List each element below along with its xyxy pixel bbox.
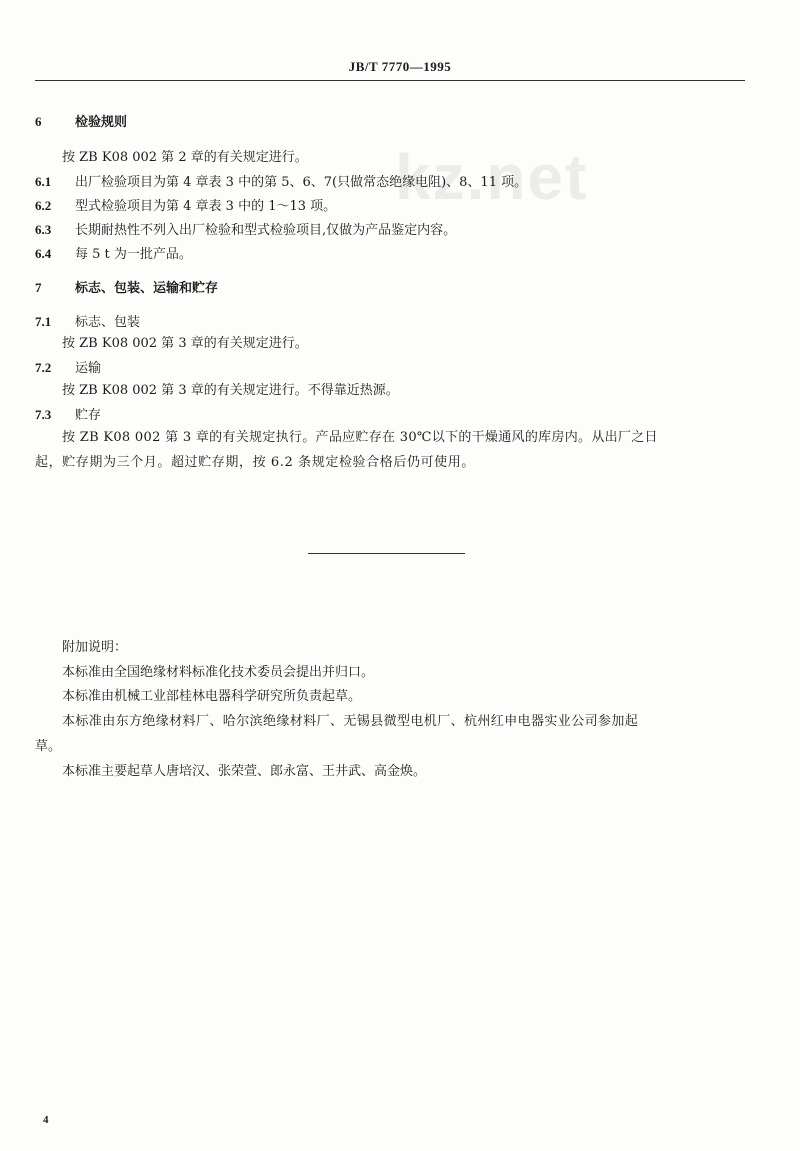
section-title: 标志、包装、运输和贮存 [75,281,219,296]
clause-text: 型式检验项目为第 4 章表 3 中的 1～13 项。 [75,199,337,214]
clause-text: 出厂检验项目为第 4 章表 3 中的第 5、6、7(只做常态绝缘电阻)、8、11 项。 [75,175,528,190]
clause-number: 6.1 [35,174,52,189]
section-6-intro: 按 ZB K08 002 第 2 章的有关规定进行。 [62,150,308,165]
clause-title: 运输 [75,361,102,376]
notes-line: 本标准由全国绝缘材料标准化技术委员会提出并归口。 [62,665,375,680]
clause-7-1-text: 按 ZB K08 002 第 3 章的有关规定进行。 [62,336,308,351]
notes-line: 本标准由机械工业部桂林电器科学研究所负责起草。 [62,689,362,704]
notes-line: 本标准由东方绝缘材料厂、哈尔滨绝缘材料厂、无锡县微型电机厂、杭州红申电器实业公司参加起 [62,714,639,729]
clause-7-2-text: 按 ZB K08 002 第 3 章的有关规定进行。不得靠近热源。 [62,383,399,398]
clause-number: 7.1 [35,314,52,329]
notes-line: 草。 [35,739,62,754]
clause-6-2 [35,198,336,215]
clause-7-3-text-line2: 起，贮存期为三个月。超过贮存期，按 6.2 条规定检验合格后仍可使用。 [35,455,475,470]
section-number: 6 [35,114,42,129]
watermark: kz.net [395,141,589,213]
notes-line: 本标准主要起草人唐培汉、张荣萱、郎永富、王井武、高金焕。 [62,764,427,779]
clause-7-3-heading [35,407,101,424]
clause-7-1-heading [35,314,140,331]
clause-number: 6.2 [35,198,52,213]
clause-text: 长期耐热性不列入出厂检验和型式检验项目,仅做为产品鉴定内容。 [75,223,457,238]
section-6-heading [35,114,127,131]
end-rule [308,553,465,554]
clause-number: 6.3 [35,222,52,237]
clause-text: 每 5 t 为一批产品。 [75,247,192,262]
clause-6-1 [35,174,527,191]
notes-title: 附加说明： [62,640,128,655]
section-number: 7 [35,280,42,295]
clause-title: 标志、包装 [75,315,141,330]
clause-number: 7.3 [35,407,52,422]
clause-title: 贮存 [75,408,102,423]
clause-7-2-heading [35,360,101,377]
clause-number: 7.2 [35,360,52,375]
clause-number: 6.4 [35,246,52,261]
section-title: 检验规则 [75,115,128,130]
clause-6-3 [35,222,456,239]
clause-6-4 [35,246,192,263]
section-7-heading [35,280,218,297]
page-number: 4 [43,1114,49,1126]
standard-code-header: JB/T 7770—1995 [348,59,452,74]
header-rule [35,80,745,81]
clause-7-3-text-line1: 按 ZB K08 002 第 3 章的有关规定执行。产品应贮存在 30℃以下的干燥通风的库房内。从出厂之日 [62,430,658,445]
